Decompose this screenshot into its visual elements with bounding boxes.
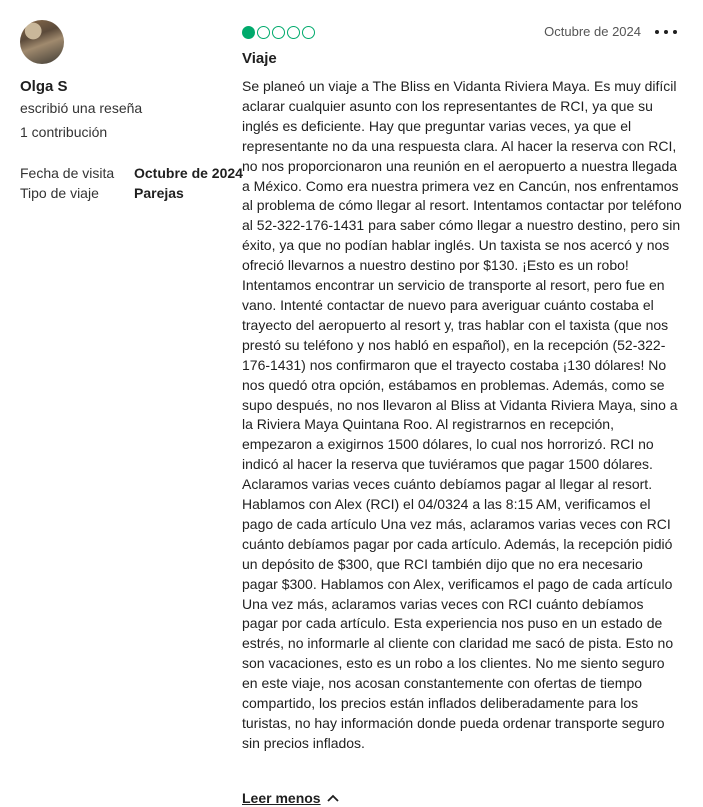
review-title: Viaje bbox=[242, 50, 277, 67]
rating-bubble bbox=[272, 26, 285, 39]
author-action: escribió una reseña bbox=[20, 100, 143, 116]
rating-bubble bbox=[302, 26, 315, 39]
review-date: Octubre de 2024 bbox=[544, 24, 641, 39]
read-less-label: Leer menos bbox=[242, 790, 321, 806]
rating-bubble bbox=[287, 26, 300, 39]
more-horizontal-icon bbox=[664, 30, 668, 34]
rating-bubbles bbox=[242, 26, 315, 40]
more-options-button[interactable] bbox=[655, 24, 677, 40]
rating-bubble bbox=[242, 26, 255, 39]
rating-bubble bbox=[257, 26, 270, 39]
more-horizontal-icon bbox=[673, 30, 677, 34]
more-horizontal-icon bbox=[655, 30, 659, 34]
visit-date-label: Fecha de visita bbox=[20, 165, 115, 181]
chevron-up-icon bbox=[327, 794, 339, 802]
author-contributions: 1 contribución bbox=[20, 124, 108, 140]
avatar[interactable] bbox=[20, 20, 64, 64]
trip-type-label: Tipo de viaje bbox=[20, 185, 99, 201]
trip-type-value: Parejas bbox=[134, 185, 184, 201]
review-body: Se planeó un viaje a The Bliss en Vidanta Riviera Maya. Es muy difícil aclarar cualquier asunto con los representantes de RCI, ya que su inglés es deficiente. Hay que preguntar varias veces, ya que el representante no da una respuesta clara. Al hacer la reserva con RCI, no nos proporcionaron una reunión en el aeropuerto a nuestra llegada a México. Como era nuestra primera vez en Cancún, nos enfrentamos al problema de cómo llegar al resort. Intentamos contactar por teléfono al 52-322-176-1431 para saber cómo llegar a nuestro destino, pero sin éxito, ya que no podían hablar inglés. Un taxista se nos acercó y nos ofreció llevarnos a nuestro destino por $130. ¡Esto es un robo! Intentamos encontrar un servicio de transporte al resort, pero fue en vano. Intenté contactar de nuevo para averiguar cuánto costaba el trayecto del aeropuerto al resort y, tras hablar con el taxista (que nos prestó su teléfono y nos habló en español), en la recepción (52-322-176-1431) nos confirmaron que el trayecto costaba ¡130 dólares! No nos quedó otra opción, estábamos en problemas. Además, como se supo después, no nos llevaron al Bliss at Vidanta Riviera Maya, sino a la Riviera Maya Quintana Roo. Al registrarnos en recepción, empezaron a exigirnos 1500 dólares, lo cual nos horrorizó. RCI no indicó al hacer la reserva que tuviéramos que pagar 1500 dólares. Aclaramos varias veces cuánto debíamos pagar al llegar al resort. Hablamos con Alex (RCI) el 04/0324 a las 8:15 AM, verificamos el pago de cada artículo Una vez más, aclaramos varias veces con RCI cuánto debíamos pagar por cada artículo. Además, la recepción pidió un depósito de $300, que RCI también dijo que no era necesario pagar $300. Hablamos con Alex, verificamos el pago de cada artículo Una vez más, aclaramos varias veces con RCI cuánto debíamos pagar por cada artículo. Esta experiencia nos puso en un estado de estrés, no informarle al cliente con claridad me sacó de pista. Esto no son vacaciones, esto es un robo a los clientes. No me siento seguro en este viaje, nos acosan constantemente con ofertas de tiempo compartido, los precios están inflados deliberadamente para los turistas, no hay información donde pueda ordenar transporte seguro sin precios inflados. bbox=[242, 78, 682, 751]
read-less-button[interactable] bbox=[242, 790, 339, 806]
author-name[interactable]: Olga S bbox=[20, 78, 68, 95]
visit-date-value: Octubre de 2024 bbox=[134, 165, 243, 181]
